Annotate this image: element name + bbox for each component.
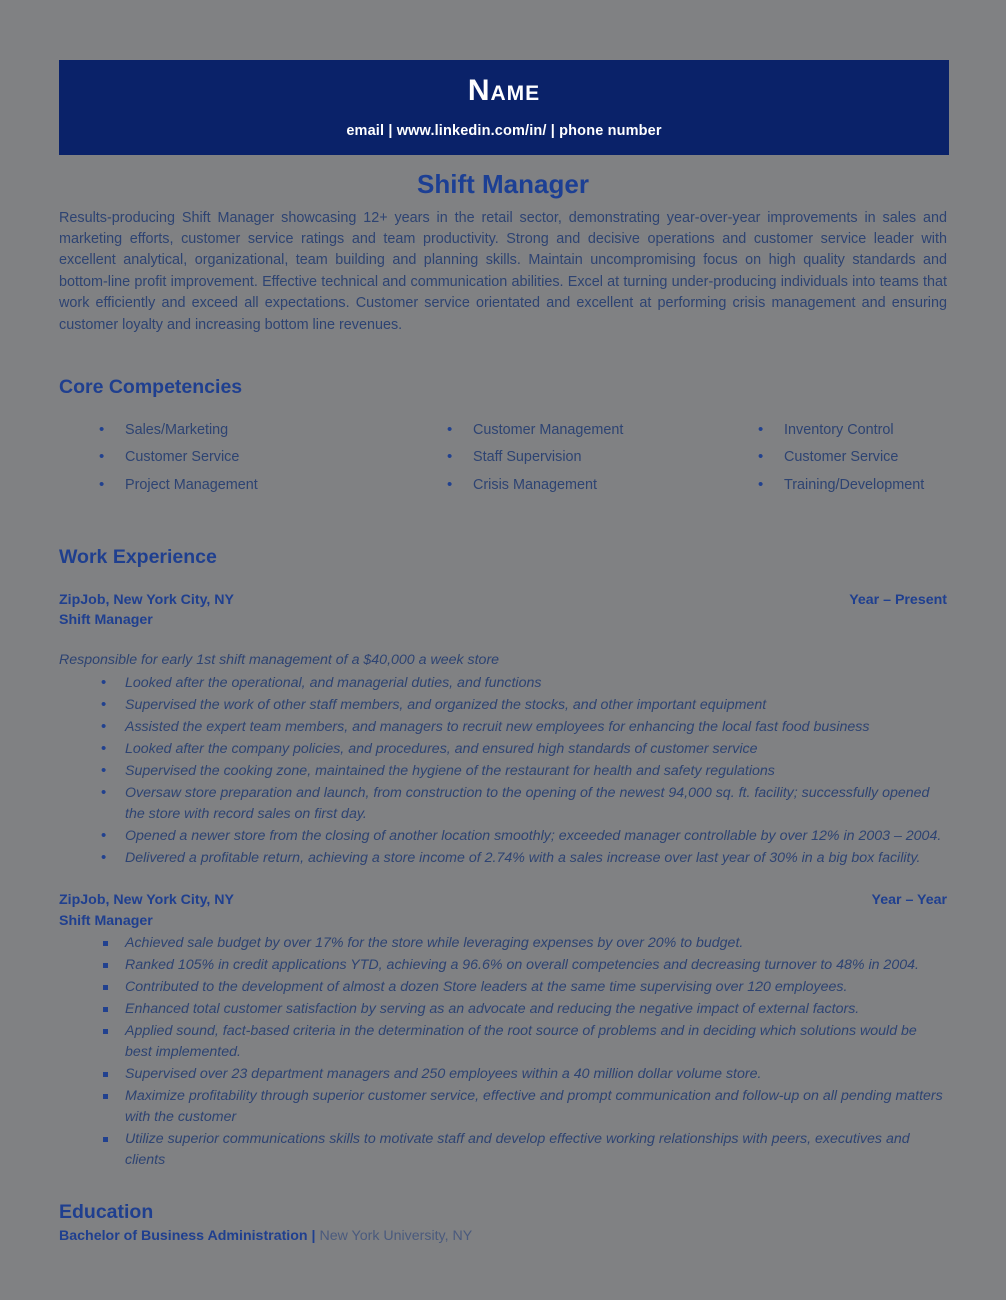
competency-item: • Customer Management [437, 420, 748, 441]
section-title-core-competencies: Core Competencies [59, 376, 243, 399]
job-bullet: Ranked 105% in credit applications YTD, achieving a 96.6% on overall competencies and decreasing turnover to 48% in 2004. [89, 955, 947, 976]
competency-column-2 [437, 420, 748, 502]
job-bullet: • Delivered a profitable return, achieving a store income of 2.74% with a sales increase over last year of 30% in a big box facility. [89, 848, 947, 869]
job-bullet: Utilize superior communications skills to motivate staff and develop effective working relationships with peers, executives and clients [89, 1129, 947, 1171]
job-role: Shift Manager [59, 912, 153, 929]
job-company: ZipJob, New York City, NY [59, 891, 235, 908]
education-school: New York University, NY [319, 1228, 473, 1245]
resume-header-band [59, 60, 949, 155]
job-bullet: • Opened a newer store from the closing of another location smoothly; exceeded manager controllable by over 12% in 2003 – 2004. [89, 826, 947, 847]
job-bullet: Achieved sale budget by over 17% for the store while leveraging expenses by over 20% to budget. [89, 933, 947, 954]
section-title-education: Education [59, 1201, 154, 1224]
job-bullet: Enhanced total customer satisfaction by serving as an advocate and reducing the negative impact of external factors. [89, 999, 947, 1020]
job-bullet: Applied sound, fact-based criteria in the determination of the root source of problems and in deciding which solutions would be best implemented. [89, 1021, 947, 1063]
target-job-title: Shift Manager [417, 168, 589, 199]
job-header-line [59, 890, 947, 911]
competency-column-1 [89, 420, 437, 502]
competency-item: • Project Management [89, 475, 437, 496]
education-separator: | [311, 1228, 316, 1245]
competency-item: • Customer Service [89, 447, 437, 468]
job-lead-statement: Responsible for early 1st shift management of a $40,000 a week store [59, 651, 500, 668]
professional-summary: Results-producing Shift Manager showcasing 12+ years in the retail sector, demonstrating year-over-year improvements in sales and marketing efforts, customer service ratings and team productivity. Strong and decisive operations and customer service leader with excellent analytical, organizational, team building and planning skills. Maintain uncompromising focus on high quality standards and bottom-line profit improvement. Effective technical and communication abilities. Excel at turning under-producing individuals into teams that work efficiently and exceed all expectations. Customer service orientated and excellent at performing crisis management and ensuring customer loyalty and increasing bottom line revenues. [59, 209, 947, 333]
job-bullet: Supervised over 23 department managers and 250 employees within a 40 million dollar volume store. [89, 1064, 947, 1085]
job-bullet: • Supervised the work of other staff members, and organized the stocks, and other important equipment [89, 695, 947, 716]
competency-item: • Inventory Control [748, 420, 947, 441]
job-entry-1 [59, 590, 947, 869]
job-bullet: Maximize profitability through superior customer service, effective and prompt communication and follow-up on all pending matters with the customer [89, 1086, 947, 1128]
job-bullet: • Oversaw store preparation and launch, from construction to the opening of the newest 94,000 sq. ft. facility; successfully opened the store with record sales on first day. [89, 783, 947, 825]
job-header-line [59, 590, 947, 611]
job-bullet: • Looked after the company policies, and procedures, and ensured high standards of customer service [89, 739, 947, 760]
education-degree: Bachelor of Business Administration [59, 1228, 308, 1245]
job-bullet: • Looked after the operational, and managerial duties, and functions [89, 673, 947, 694]
section-title-work-experience: Work Experience [59, 545, 217, 568]
competency-item: • Crisis Management [437, 475, 748, 496]
contact-line: email | www.linkedin.com/in/ | phone number [346, 122, 662, 139]
core-competencies-grid [59, 420, 947, 502]
job-bullet-list [59, 933, 947, 1171]
competency-item: • Sales/Marketing [89, 420, 437, 441]
candidate-name: Name [467, 74, 541, 107]
job-entry-2 [59, 890, 947, 1171]
competency-column-3 [748, 420, 947, 502]
job-bullet: • Supervised the cooking zone, maintained the hygiene of the restaurant for health and safety regulations [89, 761, 947, 782]
job-bullet-list [59, 673, 947, 869]
job-dates: Year – Year [871, 891, 947, 908]
competency-item: • Staff Supervision [437, 447, 748, 468]
competency-item: • Training/Development [748, 475, 947, 496]
job-dates: Year – Present [849, 591, 947, 608]
job-company: ZipJob, New York City, NY [59, 591, 235, 608]
job-bullet: • Assisted the expert team members, and managers to recruit new employees for enhancing the local fast food business [89, 717, 947, 738]
competency-item: • Customer Service [748, 447, 947, 468]
job-role: Shift Manager [59, 612, 153, 629]
education-entry [59, 1226, 947, 1247]
job-bullet: Contributed to the development of almost a dozen Store leaders at the same time supervising over 120 employees. [89, 977, 947, 998]
